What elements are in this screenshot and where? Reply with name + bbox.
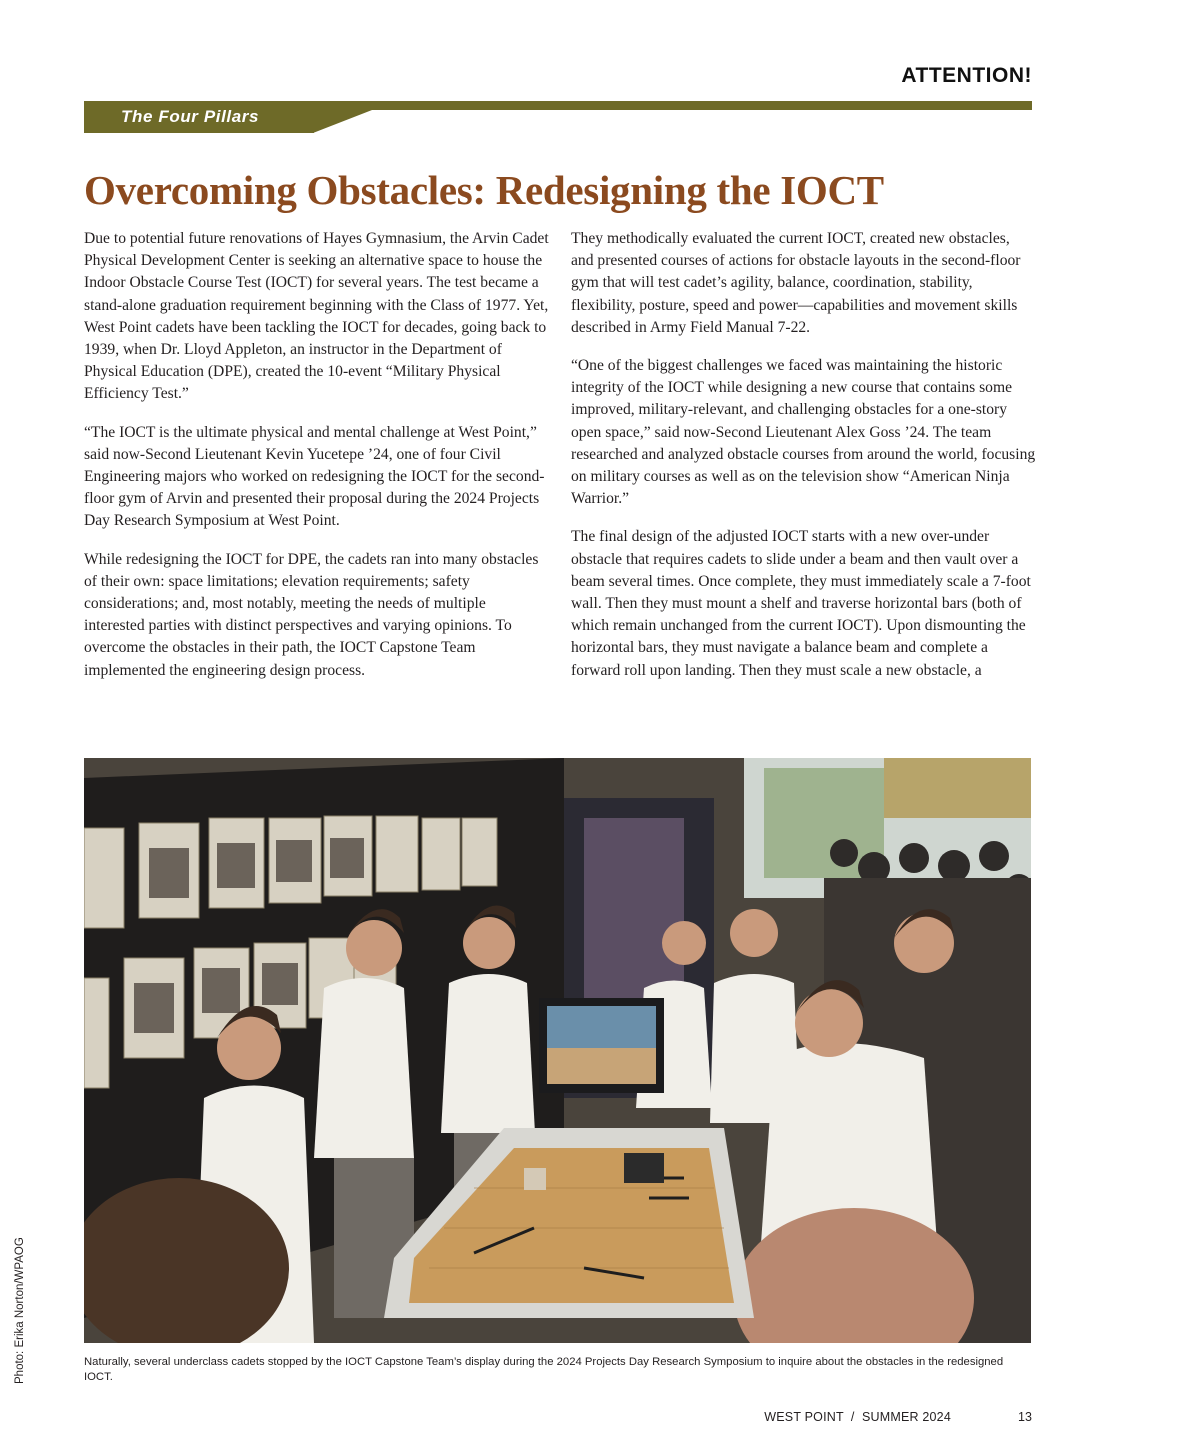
page-number: 13 xyxy=(1018,1410,1032,1424)
photo-illustration xyxy=(84,758,1031,1343)
paragraph: “One of the biggest challenges we faced was maintaining the historic integrity of the IOCT while designing a new course that contains some improved, military-relevant, and challenging obstacles for a one-story open space,” said now-Second Lieutenant Alex Goss ’24. The team researched and analyzed obstacle courses from around the world, focusing on military courses as well as on the television show “American Ninja Warrior.” xyxy=(571,357,1036,508)
paragraph: While redesigning the IOCT for DPE, the cadets ran into many obstacles of their own: space limitations; elevation requirements; safety considerations; and, most notably, meeting the needs of multiple interested parties with distinct perspectives and varying opinions. To overcome the obstacles in their path, the IOCT Capstone Team implemented the engineering design process. xyxy=(84,550,539,679)
pillar-banner xyxy=(84,101,1032,133)
banner-tab-slant xyxy=(313,101,395,133)
paragraph: “The IOCT is the ultimate physical and mental challenge at West Point,” said now-Second Lieutenant Kevin Yucetepe ’24, one of four Civil Engineering majors who worked on redesigning the IOCT for the second-floor gym of Arvin and presented their proposal during the 2024 Projects Day Research Symposium at West Point. xyxy=(84,423,545,530)
banner-label: The Four Pillars xyxy=(121,107,260,126)
publication-footer: WEST POINT / SUMMER 2024 xyxy=(764,1410,951,1424)
event-photo xyxy=(84,758,1031,1343)
paragraph: Due to potential future renovations of Hayes Gymnasium, the Arvin Cadet Physical Development Center is seeking an alternative space to house the Indoor Obstacle Course Test (IOCT) for several years. The test became a stand-alone graduation requirement beginning with the Class of 1977. Yet, West Point cadets have been tackling the IOCT for decades, going back to 1939, when Dr. Lloyd Appleton, an instructor in the Department of Physical Education (DPE), created the 10-event “Military Physical Efficiency Test.” xyxy=(84,230,549,403)
photo-credit: Photo: Erika Norton/WPAOG xyxy=(14,1237,26,1384)
paragraph: The final design of the adjusted IOCT starts with a new over-under obstacle that requires cadets to slide under a beam and then vault over a beam several times. Once complete, they must immediately scale a 7-foot wall. Then they must mount a shelf and traverse horizontal bars (both of which remain unchanged from the current IOCT). Upon dismounting the horizontal bars, they must navigate a balance beam and complete a forward roll upon landing. Then they must scale a new obstacle, a xyxy=(571,528,1031,679)
article-column-right xyxy=(571,228,1036,698)
article-column-left xyxy=(84,228,549,698)
photo-caption: Naturally, several underclass cadets stopped by the IOCT Capstone Team’s display during the 2024 Projects Day Research Symposium to inquire about the obstacles in the redesigned IOCT. xyxy=(84,1356,1004,1383)
paragraph: They methodically evaluated the current IOCT, created new obstacles, and presented courses of actions for obstacle layouts in the second-floor gym that will test cadet’s agility, balance, coordination, stability, flexibility, posture, speed and power—capabilities and movement skills described in Army Field Manual 7-22. xyxy=(571,230,1021,336)
section-label: ATTENTION! xyxy=(901,64,1032,87)
article-title: Overcoming Obstacles: Redesigning the IOCT xyxy=(84,167,884,213)
